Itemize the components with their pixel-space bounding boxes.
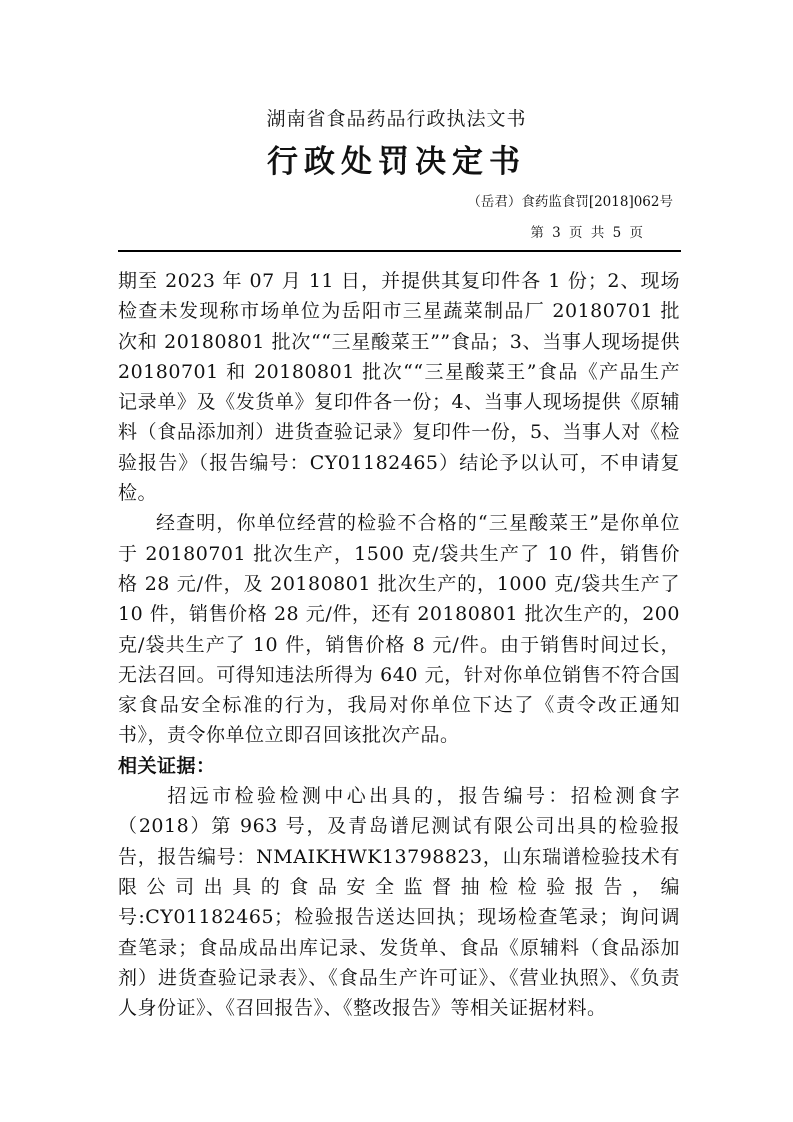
document-title: 行政处罚决定书 — [267, 144, 526, 180]
paragraph-findings: 经查明，你单位经营的检验不合格的“三星酸菜王”是你单位于 20180701 批次生产，1500 克/袋共生产了 10 件，销售价格 28 元/件，及 20180801 批次生产的，1000 克/袋共生产了 10 件，销售价格 28 元/件，还有 20180801 批次生产的，200 克/袋共生产了 10 件，销售价格 8 元/件。由于销售时间过长，无法召回。可得知违法所得为 640 元，针对你单位销售不符合国家食品安全标准的行为，我局对你单位下达了《责令改正通知书》，责令你单位立即召回该批次产品。 — [118, 512, 680, 747]
page-indicator: 第 3 页 共 5 页 — [530, 225, 645, 241]
document-body — [118, 266, 680, 1023]
evidence-heading: 相关证据： — [118, 754, 216, 777]
header-divider — [118, 250, 681, 252]
paragraph-evidence: 招远市检验检测中心出具的，报告编号：招检测食字（2018）第 963 号，及青岛谱尼测试有限公司出具的检验报告，报告编号：NMAIKHWK13798823，山东瑞谱检验技术有限公司出具的食品安全监督抽检检验报告，编号:CY01182465；检验报告送达回执；现场检查笔录；询问调查笔录；食品成品出库记录、发货单、食品《原辅料（食品添加剂）进货查验记录表》、《食品生产许可证》、《营业执照》、《负责人身份证》、《召回报告》、《整改报告》等相关证据材料。 — [118, 785, 680, 1020]
agency-name: 湖南省食品药品行政执法文书 — [266, 108, 527, 130]
document-header — [0, 0, 793, 260]
paragraph-continued: 期至 2023 年 07 月 11 日，并提供其复印件各 1 份；2、现场检查未发现称市场单位为岳阳市三星蔬菜制品厂 20180701 批次和 20180801 批次““三星酸菜王””食品；3、当事人现场提供 20180701 和 20180801 批次““三星酸菜王”食品《产品生产记录单》及《发货单》复印件各一份；4、当事人现场提供《原辅料（食品添加剂）进货查验记录》复印件一份，5、当事人对《检验报告》（报告编号：CY01182465）结论予以认可，不申请复检。 — [118, 270, 680, 505]
document-number: （岳君）食药监食罚[2018]062号 — [467, 194, 673, 210]
